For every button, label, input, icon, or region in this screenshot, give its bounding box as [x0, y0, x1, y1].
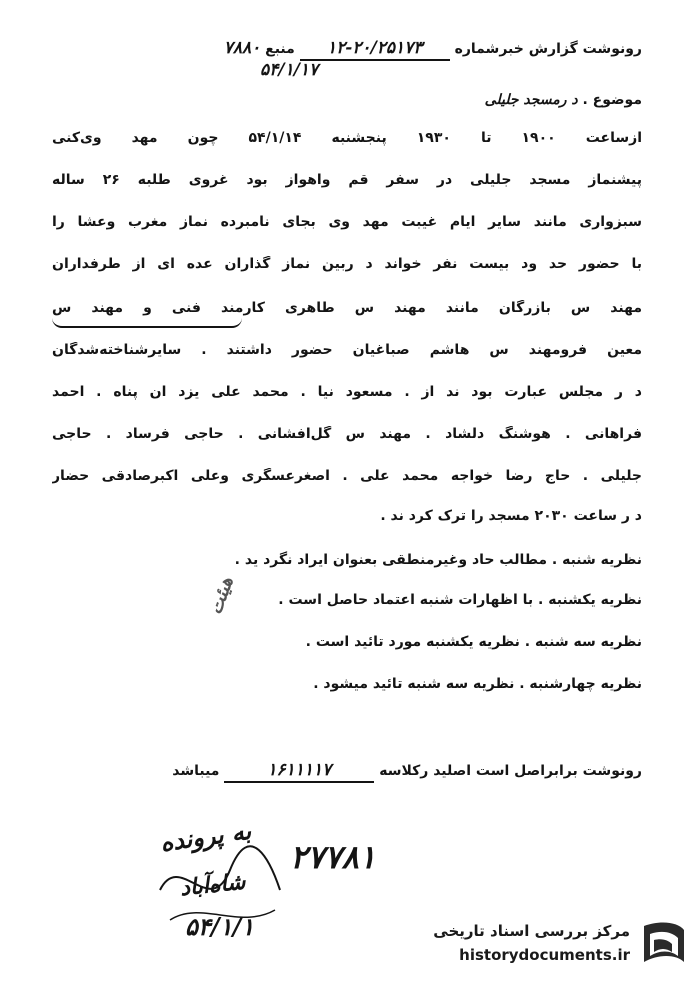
body-line-7: د ر مجلس عبارت بود ند از . مسعود نیا . محمد علی یزد ان پناه . احمد	[52, 384, 642, 400]
report-number: ۱۲-۲۰/۲۵۱۷۳	[300, 38, 450, 61]
archive-number: ۲۷۷۸۱	[290, 838, 376, 876]
opinion-1: نظریه شنبه . مطالب حاد وغیرمنطقی بعنوان ایراد نگرد ید .	[234, 552, 642, 568]
handwritten-date: ۵۴/۱/۱	[185, 912, 255, 941]
watermark-title: مرکز بررسی اسناد تاریخی	[433, 922, 630, 940]
body-line-10: د ر ساعت ۲۰۳۰ مسجد را ترک کرد ند .	[380, 508, 642, 524]
opinion-3: نظریه سه شنبه . نظریه یکشنبه مورد تائید است .	[305, 634, 642, 650]
archive-logo-icon	[638, 918, 688, 972]
report-label: رونوشت گزارش خبرشماره	[454, 41, 642, 57]
signature-scribble	[150, 830, 290, 940]
margin-note: هیئت	[205, 574, 238, 618]
body-line-2: پیشنماز مسجد جلیلی در سفر قم واهواز بود غروی طلبه ۲۶ ساله	[52, 172, 642, 188]
subject-line	[485, 92, 642, 108]
body-line-8: فراهانی . هوشنگ دلشاد . مهند س گل‌افشانی . حاجی فرساد . حاجی	[52, 426, 642, 442]
body-line-5: مهند س بازرگان مانند مهند س طاهری کارمند فنی و مهند س	[52, 300, 642, 316]
body-line-6: معین فرومهند س هاشم صباغیان حضور داشتند . سایرشناخته‌شدگان	[52, 342, 642, 358]
source-label: منبع	[265, 41, 295, 57]
subject-text: د رمسجد جلیلی	[484, 92, 578, 108]
signature-note: به پرونده	[158, 815, 253, 858]
source-number: ۷۸۸۰	[223, 38, 261, 58]
body-line-1: ازساعت ۱۹۰۰ تا ۱۹۳۰ پنجشنبه ۵۴/۱/۱۴ چون مهد وی‌کنی	[52, 130, 642, 146]
body-line-9: جلیلی . حاج رضا خواجه محمد علی . اصغرعسگری وعلی اکبرصادقی حضار	[52, 468, 642, 484]
subject-label: موضوع .	[582, 92, 642, 108]
copy-note-end: میباشد	[172, 763, 220, 779]
body-line-4: با حضور حد ود بیست نفر خواند د ربین نماز گذاران عده ای از طرفداران	[52, 256, 642, 272]
watermark-url: historydocuments.ir	[459, 946, 630, 964]
watermark	[422, 914, 692, 976]
file-note: شاه‌آباد	[178, 868, 247, 902]
underline-mark	[52, 318, 242, 328]
opinion-4: نظریه چهارشنبه . نظریه سه شنبه تائید میشود .	[313, 676, 642, 692]
copy-note-start: رونوشت برابراصل است اصلید رکلاسه	[379, 763, 642, 779]
report-date: ۵۴/۱/۱۷	[260, 60, 319, 80]
opinion-2: نظریه یکشنبه . با اظهارات شنبه اعتماد حاصل است .	[278, 592, 642, 608]
body-line-3: سبزواری مانند سایر ایام غیبت مهد وی بجای نامبرده نماز مغرب وعشا را	[52, 214, 642, 230]
copy-note-number: ۱۶۱۱۱۱۷	[224, 760, 374, 783]
copy-note	[172, 760, 642, 783]
report-header	[224, 38, 642, 61]
